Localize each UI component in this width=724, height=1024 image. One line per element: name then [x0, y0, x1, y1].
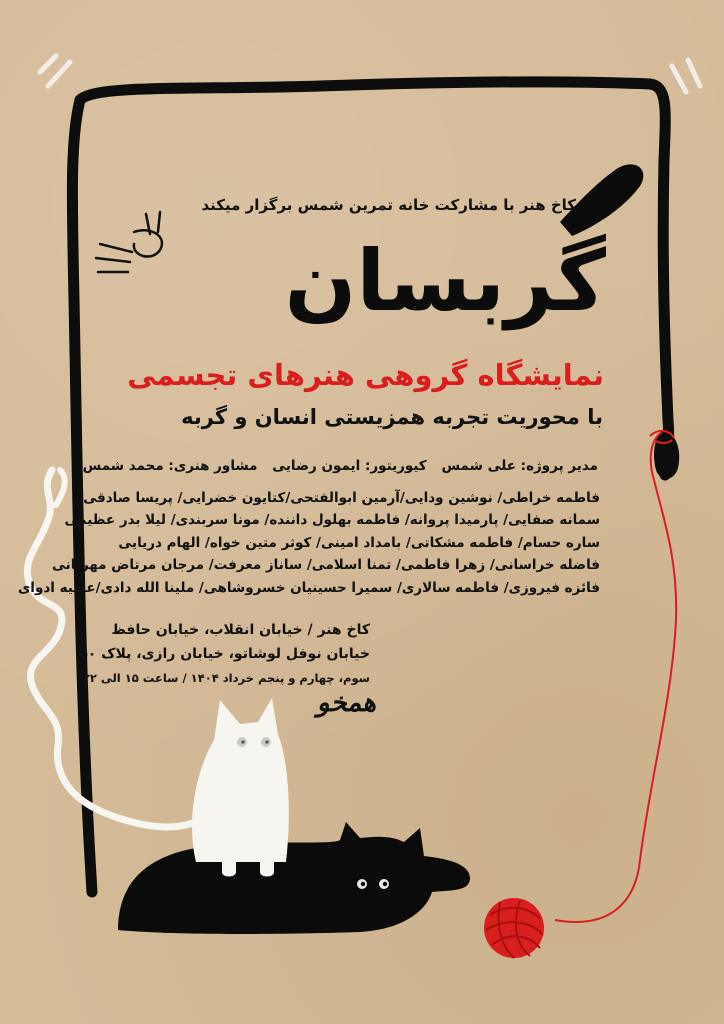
tail-end [654, 430, 679, 479]
curator: کیوریتور: ایمون رضایی [272, 458, 427, 474]
exhibition-tagline: با محوریت تجربه همزیستی انسان و گربه [181, 405, 603, 429]
artists-list [17, 487, 600, 599]
yarn-ball [484, 898, 544, 958]
art-advisor: مشاور هنری: محمد شمس [82, 458, 258, 474]
artists-line: ساره حسام/ فاطمه مشکاتی/ بامداد امینی/ کوثر متین خواه/ الهام دریایی [118, 534, 600, 551]
artists-line: فائزه فیروزی/ فاطمه سالاری/ سمیرا حسینیان خسروشاهی/ ملینا الله دادی/عطیه ادوای [17, 579, 600, 596]
white-cat [192, 698, 289, 877]
title-whiskers [96, 212, 162, 272]
credits-line [73, 458, 598, 474]
event-schedule: سوم، چهارم و پنجم خرداد ۱۴۰۴ / ساعت ۱۵ الی ۲۲ [82, 671, 370, 685]
signature-logo: همخو [317, 688, 376, 718]
black-cat [118, 822, 470, 934]
venue-address-2: خیابان نوفل لوشاتو، خیابان رازی، پلاک ۵۰ [79, 646, 370, 662]
venue-info [79, 618, 370, 690]
artists-line: فاضله خراسانی/ زهرا فاطمی/ تمنا اسلامی/ ساناز معرفت/ مرجان مرتاض مهربانی [52, 557, 600, 574]
organizer-line: کاخ هنر با مشارکت خانه تمرین شمس برگزار میکند [201, 196, 576, 214]
project-director: مدیر پروژه: علی شمس [441, 458, 598, 474]
artists-line: فاطمه خراطی/ نوشین ودایی/آرمین ابوالفتحی/کتایون خضرایی/ پریسا صادقی [83, 490, 600, 506]
exhibition-subtitle: نمایشگاه گروهی هنرهای تجسمی [127, 358, 604, 392]
artists-line: سمانه صفایی/ پارمیدا پروانه/ فاطمه بهلول داننده/ مونا سربندی/ لیلا بدر عظیمی [64, 512, 600, 529]
exhibition-title: گربسان [284, 232, 606, 330]
venue-address-1: کاخ هنر / خیابان انقلاب، خیابان حافظ [111, 622, 370, 638]
